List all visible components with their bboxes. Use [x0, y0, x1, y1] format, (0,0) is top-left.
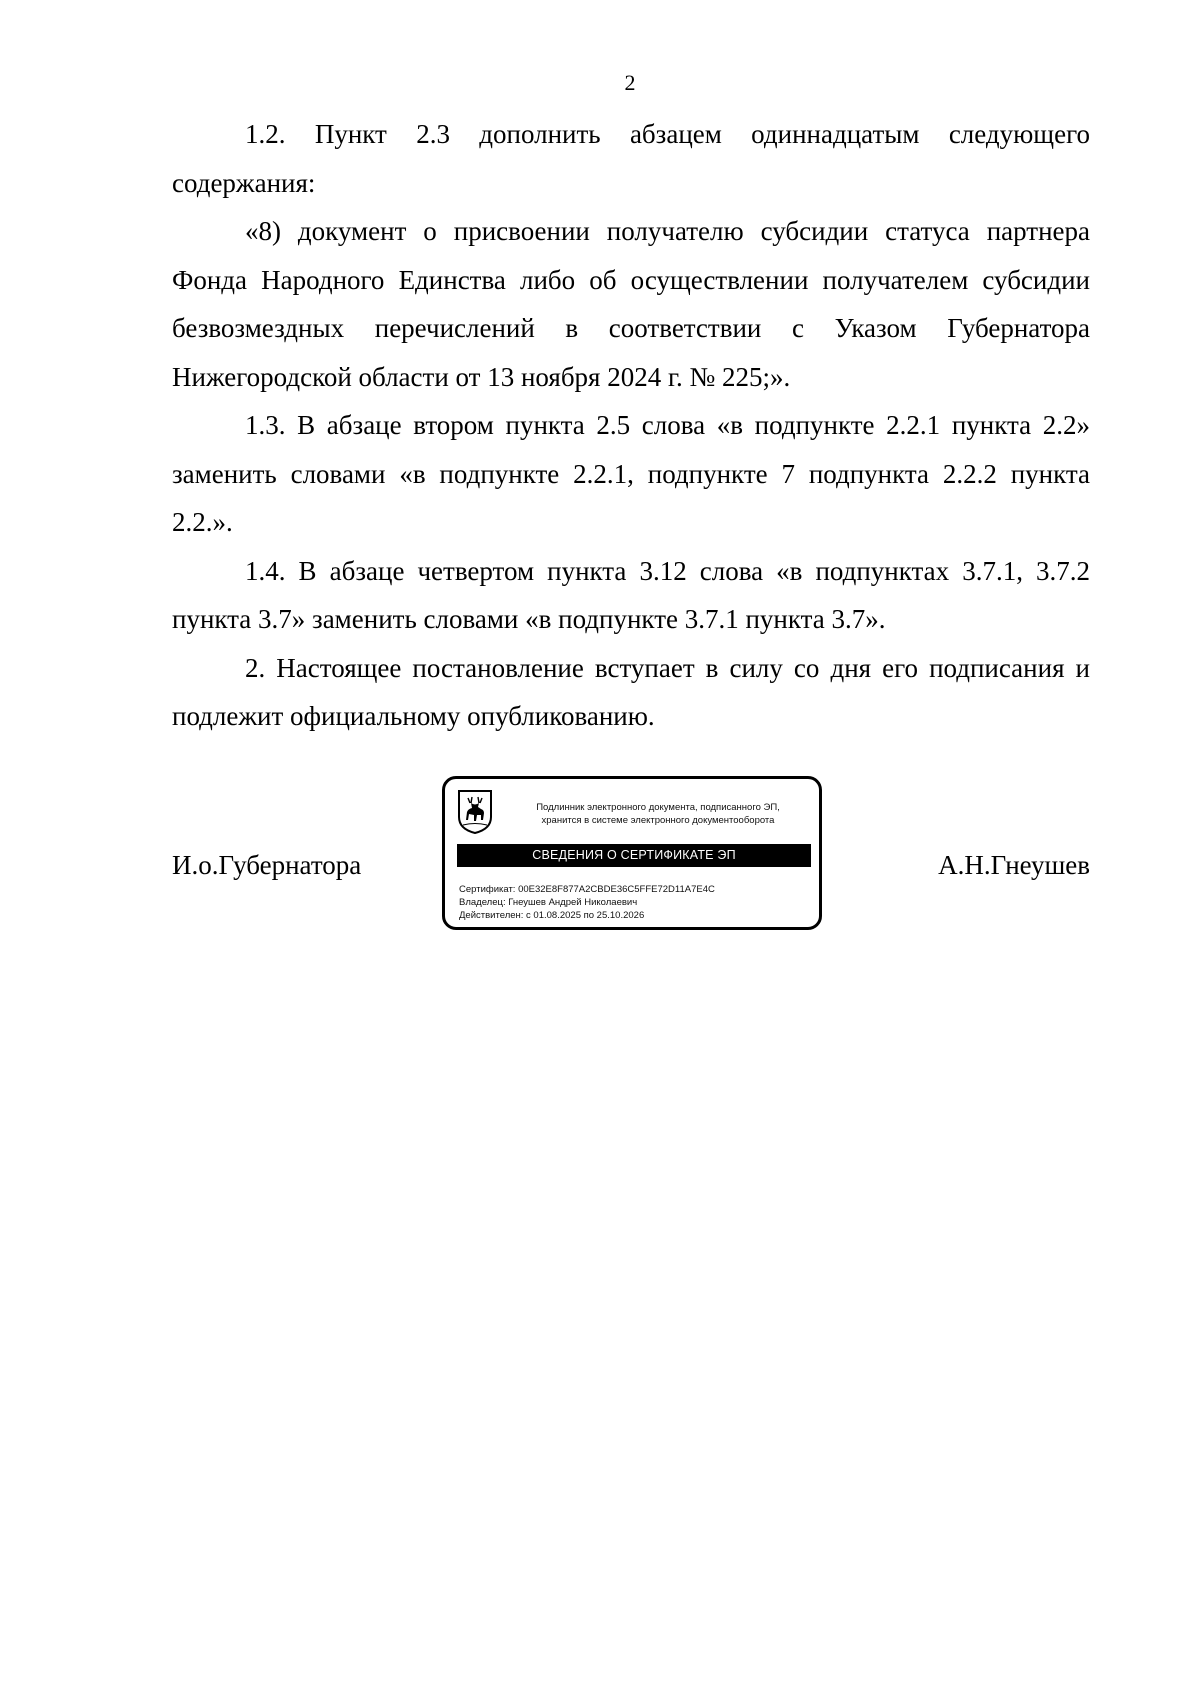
- paragraph-1-4: 1.4. В абзаце четвертом пункта 3.12 слова «в подпунктах 3.7.1, 3.7.2 пункта 3.7» заменить словами «в подпункте 3.7.1 пункта 3.7».: [172, 555, 1090, 634]
- paragraph-1-2: 1.2. Пункт 2.3 дополнить абзацем одиннадцатым следующего содержания:: [172, 119, 1090, 198]
- signatory-position: И.о.Губернатора: [172, 850, 362, 880]
- electronic-signature-stamp: [442, 776, 822, 930]
- certificate-validity: Действителен: с 01.08.2025 по 25.10.2026: [459, 910, 645, 921]
- paragraph-1-3: 1.3. В абзаце втором пункта 2.5 слова «в подпункте 2.2.1 пункта 2.2» заменить словами «в подпункте 2.2.1, подпункте 7 подпункта 2.2.2 пункта 2.2.».: [172, 410, 1090, 537]
- stamp-note: [505, 801, 811, 827]
- certificate-header: СВЕДЕНИЯ О СЕРТИФИКАТЕ ЭП: [457, 844, 811, 867]
- document-body: [172, 110, 1090, 741]
- coat-of-arms-icon: [457, 789, 493, 835]
- stamp-note-line-2: хранится в системе электронного документооборота: [541, 815, 775, 826]
- stamp-note-line-1: Подлинник электронного документа, подписанного ЭП,: [536, 802, 780, 813]
- paragraph-new-item-8: «8) документ о присвоении получателю субсидии статуса партнера Фонда Народного Единства либо об осуществлении получателем субсидии безвозмездных перечислений в соответствии с Указом Губернатора Нижегородской области от 13 ноября 2024 г. № 225;».: [172, 216, 1090, 392]
- signatory-name: А.Н.Гнеушев: [938, 850, 1090, 880]
- paragraph-2: 2. Настоящее постановление вступает в силу со дня его подписания и подлежит официальному опубликованию.: [172, 652, 1090, 731]
- certificate-number: Сертификат: 00E32E8F877A2CBDE36C5FFE72D11A7E4C: [459, 884, 715, 895]
- certificate-owner: Владелец: Гнеушев Андрей Николаевич: [459, 897, 638, 908]
- certificate-details: [459, 883, 715, 922]
- page-number: 2: [624, 70, 636, 95]
